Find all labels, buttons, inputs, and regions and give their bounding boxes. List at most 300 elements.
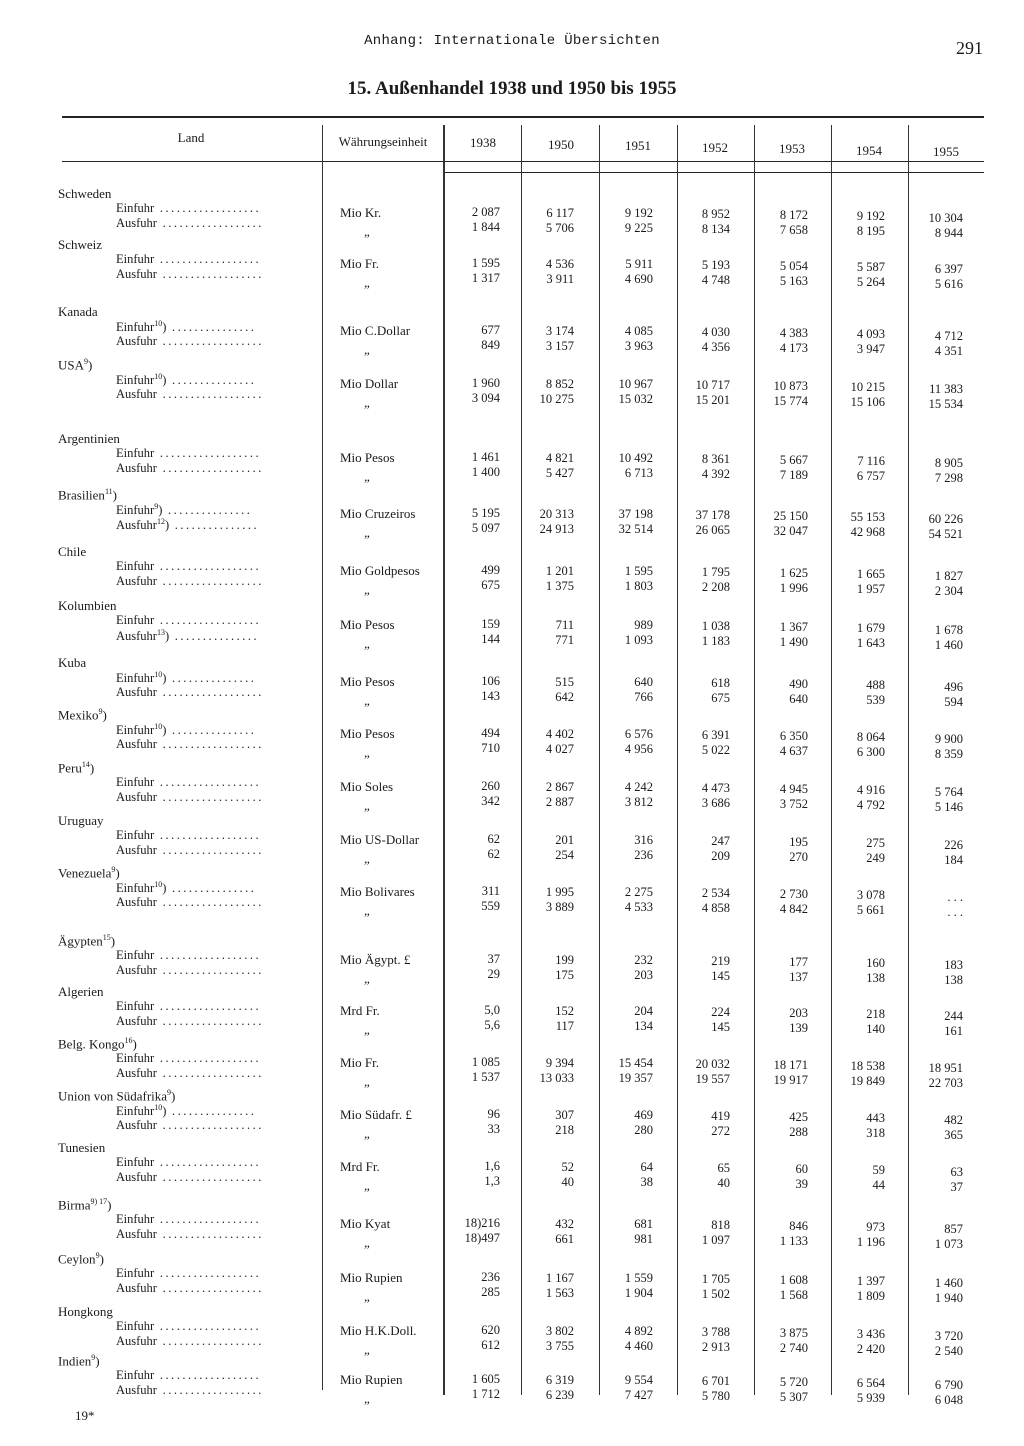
import-value: 618 [711, 676, 730, 690]
export-value: 254 [555, 848, 574, 862]
export-value: 1 093 [624, 633, 653, 647]
import-value: 1 827 [934, 569, 963, 583]
import-value: 195 [789, 835, 808, 849]
import-value: 4 916 [856, 783, 885, 797]
footnote-mark: 9 [91, 1353, 96, 1362]
export-label [116, 1118, 316, 1133]
export-value: 3 889 [545, 900, 574, 914]
dot-leader: .................. [156, 1334, 264, 1348]
currency-unit: Mio Rupien [340, 1270, 403, 1285]
import-value: 1 625 [779, 566, 808, 580]
currency-unit: Mio Goldpesos [340, 563, 420, 578]
import-value: 488 [866, 678, 885, 692]
dot-leader: .................. [154, 1319, 262, 1333]
ditto-mark: „ [364, 1235, 372, 1250]
footnote-mark: 10 [154, 319, 163, 328]
import-value: 203 [789, 1006, 808, 1020]
export-label [116, 1014, 316, 1029]
export-value: 675 [711, 691, 730, 705]
export-value: 4 351 [934, 344, 963, 358]
running-head: Anhang: Internationale Übersichten [364, 33, 660, 49]
ditto-mark: „ [364, 1342, 372, 1357]
import-value: 1 608 [779, 1273, 808, 1287]
export-value: 1 643 [856, 636, 885, 650]
row-label: Ausfuhr [116, 790, 157, 804]
table-title: 15. Außenhandel 1938 und 1950 bis 1955 [347, 78, 677, 99]
currency-unit: Mio Ägypt. £ [340, 952, 411, 967]
row-label: Ausfuhr [116, 461, 157, 475]
export-value: 37 [950, 1180, 963, 1194]
import-value: 4 085 [624, 324, 653, 338]
row-label: Ausfuhr [116, 1170, 157, 1184]
row-label: Einfuhr [116, 446, 155, 460]
country-label: Brasilien [58, 487, 105, 503]
import-value: 2 867 [545, 780, 574, 794]
import-value: 10 304 [928, 211, 963, 225]
export-value: 249 [866, 851, 885, 865]
country-name: USA$^9$) [58, 357, 93, 373]
import-value: 3 802 [545, 1324, 574, 1338]
export-value: 6 713 [624, 466, 653, 480]
export-value: 15 201 [695, 393, 730, 407]
row-label: Einfuhr [116, 1155, 155, 1169]
export-value: 1 183 [701, 634, 730, 648]
import-value: 1 397 [856, 1274, 885, 1288]
row-label: Ausfuhr [116, 1014, 157, 1028]
import-value: 432 [555, 1217, 574, 1231]
import-value: 6 391 [701, 728, 730, 742]
ditto-mark: „ [364, 224, 372, 239]
dot-leader: .................. [154, 1212, 262, 1226]
export-value: 365 [944, 1128, 963, 1142]
export-label [116, 216, 316, 231]
export-value: 1 537 [471, 1070, 500, 1084]
currency-unit: Mio C.Dollar [340, 323, 411, 338]
row-label: Ausfuhr [116, 1383, 157, 1397]
import-value: 96 [487, 1107, 500, 1121]
import-value: 9 192 [624, 206, 653, 220]
import-value: 6 701 [701, 1374, 730, 1388]
country-label: Tunesien [58, 1140, 106, 1155]
export-value: 44 [872, 1178, 885, 1192]
row-label: Einfuhr [116, 320, 155, 335]
ditto-mark: „ [364, 971, 372, 986]
export-value: 209 [711, 849, 730, 863]
export-value: 32 514 [618, 522, 653, 536]
dot-leader: .................. [154, 828, 262, 842]
currency-unit: Mio Pesos [340, 617, 395, 632]
export-value: 8 134 [701, 222, 730, 236]
ditto-mark: „ [364, 469, 372, 484]
export-value: 4 858 [701, 901, 730, 915]
country-name [58, 813, 104, 829]
row-label: Einfuhr [116, 1319, 155, 1333]
export-value: 559 [481, 899, 500, 913]
import-label [116, 1212, 316, 1227]
export-value: 1 957 [856, 582, 885, 596]
dot-leader: ............... [166, 723, 257, 738]
import-value: 5 193 [701, 258, 730, 272]
currency-unit: Mio Bolivares [340, 884, 415, 899]
export-label [116, 1227, 316, 1242]
dot-leader: .................. [154, 1051, 262, 1065]
ditto-mark: „ [364, 903, 372, 918]
footnote-mark: 9) 17 [90, 1197, 108, 1206]
country-label: Kanada [58, 304, 98, 319]
footnote-mark: 14 [81, 760, 90, 769]
header-year: 1954 [856, 143, 882, 158]
export-value: 10 275 [539, 392, 574, 406]
export-label [116, 387, 316, 402]
currency-unit: Mio Dollar [340, 376, 399, 391]
row-label: Einfuhr [116, 252, 155, 266]
import-value: 18 538 [850, 1059, 885, 1073]
country-label: Kuba [58, 655, 87, 670]
import-value: 63 [950, 1165, 963, 1179]
header-currency: Währungseinheit [338, 134, 428, 149]
currency-unit: Mio Südafr. £ [340, 1107, 412, 1122]
export-value: 2 913 [701, 1340, 730, 1354]
import-value: 1 705 [701, 1272, 730, 1286]
currency-unit: Mio Fr. [340, 256, 380, 271]
export-value: 6 757 [856, 469, 885, 483]
row-label: Ausfuhr [116, 334, 157, 348]
header-year: 1953 [779, 141, 805, 156]
export-value: 29 [487, 967, 500, 981]
header-year: 1950 [548, 137, 574, 152]
export-value: 134 [634, 1019, 653, 1033]
row-label: Ausfuhr [116, 216, 157, 230]
dot-leader: ............... [166, 320, 257, 335]
import-value: 6 790 [934, 1378, 963, 1392]
import-value: 65 [717, 1161, 730, 1175]
export-label [116, 461, 316, 476]
export-value: 22 703 [928, 1076, 963, 1090]
export-value: 1 712 [471, 1387, 500, 1401]
ditto-mark: „ [364, 525, 372, 540]
export-value: 1 133 [779, 1234, 808, 1248]
ditto-mark: „ [364, 342, 372, 357]
footnote-mark: 10 [154, 1103, 163, 1112]
row-label: Einfuhr [116, 373, 155, 388]
import-value: 419 [711, 1109, 730, 1123]
import-value: 818 [711, 1218, 730, 1232]
header-land: Land [177, 130, 205, 145]
export-value: 2 540 [934, 1344, 963, 1358]
export-value: 342 [481, 794, 500, 808]
import-value: 18 951 [928, 1061, 963, 1075]
import-value: 10 967 [618, 377, 653, 391]
import-value: 4 093 [856, 327, 885, 341]
export-value: 5 146 [934, 800, 963, 814]
import-value: 37 178 [695, 508, 730, 522]
export-value: 4 637 [779, 744, 808, 758]
import-value: 1 960 [471, 376, 500, 390]
row-label: Ausfuhr [116, 387, 157, 401]
import-label: Einfuhr$^{10}$) ............... [116, 1103, 257, 1119]
export-label [116, 1281, 316, 1296]
export-value: 1 097 [701, 1233, 730, 1247]
row-label: Einfuhr [116, 948, 155, 962]
dot-leader: .................. [156, 387, 264, 401]
row-label: Ausfuhr [116, 1227, 157, 1241]
export-value: 288 [789, 1125, 808, 1139]
export-value: 5 706 [545, 221, 574, 235]
row-label: Ausfuhr [116, 574, 157, 588]
import-value: 244 [944, 1009, 963, 1023]
currency-unit: Mrd Fr. [340, 1003, 380, 1018]
dot-leader: .................. [154, 999, 262, 1013]
top-rule [62, 116, 984, 118]
export-value: 62 [487, 847, 500, 861]
ditto-mark: „ [364, 798, 372, 813]
import-label [116, 828, 316, 843]
import-value: 224 [711, 1005, 730, 1019]
export-value: 54 521 [928, 527, 963, 541]
import-value: 9 394 [545, 1056, 574, 1070]
import-value: 1,6 [484, 1159, 500, 1173]
dot-leader: ............... [166, 373, 257, 388]
export-value: 3 947 [856, 342, 885, 356]
import-value: 218 [866, 1007, 885, 1021]
export-value: 6 048 [934, 1393, 963, 1407]
footnote-mark: 9 [95, 1251, 100, 1260]
export-value: 280 [634, 1123, 653, 1137]
import-label: Einfuhr$^{10}$) ............... [116, 670, 257, 686]
import-value: 1 201 [545, 564, 574, 578]
export-value: 9 225 [624, 221, 653, 235]
import-value: 1 559 [624, 1271, 653, 1285]
import-label: Einfuhr$^{10}$) ............... [116, 722, 257, 738]
export-value: 4 460 [624, 1339, 653, 1353]
import-value: 5 195 [471, 506, 500, 520]
import-value: 62 [487, 832, 500, 846]
import-value: 10 492 [618, 451, 653, 465]
row-label: Ausfuhr [116, 1281, 157, 1295]
import-value: 6 350 [779, 729, 808, 743]
row-label: Ausfuhr [116, 1118, 157, 1132]
footnote-mark: 9 [111, 865, 116, 874]
currency-unit: Mio Fr. [340, 1055, 380, 1070]
export-label [116, 895, 316, 910]
import-value: 2 534 [701, 886, 730, 900]
import-value: 6 564 [856, 1376, 885, 1390]
dot-leader: .................. [154, 948, 262, 962]
dot-leader: .................. [154, 201, 262, 215]
column-divider [831, 125, 832, 1395]
import-value: 5 054 [779, 259, 808, 273]
import-value: 5 667 [779, 453, 808, 467]
import-value: 60 226 [928, 512, 963, 526]
import-value: 316 [634, 833, 653, 847]
country-label: USA [58, 357, 85, 373]
currency-unit: Mio US-Dollar [340, 832, 420, 847]
country-label: Kolumbien [58, 598, 117, 613]
export-value: 3 911 [546, 272, 574, 286]
export-value: 19 557 [695, 1072, 730, 1086]
country-label: Algerien [58, 984, 104, 999]
export-value: 5 163 [779, 274, 808, 288]
export-value: 175 [555, 968, 574, 982]
row-label: Einfuhr [116, 1212, 155, 1226]
export-value: 40 [717, 1176, 730, 1190]
import-value: 1 795 [701, 565, 730, 579]
dot-leader: .................. [156, 1383, 264, 1397]
export-value: 270 [789, 850, 808, 864]
import-label [116, 1155, 316, 1170]
import-value: 1 605 [471, 1372, 500, 1386]
export-value: 18)497 [464, 1231, 500, 1245]
export-value: 145 [711, 969, 730, 983]
currency-unit: Mio H.K.Doll. [340, 1323, 417, 1338]
export-value: 33 [487, 1122, 500, 1136]
import-value: 10 873 [773, 379, 808, 393]
currency-unit: Mio Pesos [340, 450, 395, 465]
import-label [116, 559, 316, 574]
export-value: 771 [555, 633, 574, 647]
export-value: 4 173 [779, 341, 808, 355]
dot-leader: ............... [166, 881, 257, 896]
dot-leader: ............... [169, 629, 260, 644]
row-label: Einfuhr [116, 503, 155, 518]
header-year: 1952 [702, 140, 728, 155]
import-value: 425 [789, 1110, 808, 1124]
import-value: 8 952 [701, 207, 730, 221]
import-value: 20 313 [539, 507, 574, 521]
import-value: 4 402 [545, 727, 574, 741]
import-value: 8 852 [545, 377, 574, 391]
export-value: 203 [634, 968, 653, 982]
export-label [116, 737, 316, 752]
export-label: Ausfuhr$^{13}$) ............... [116, 628, 260, 644]
import-value: 620 [481, 1323, 500, 1337]
import-label: Einfuhr$^9$) ............... [116, 502, 253, 518]
import-value: 4 536 [545, 257, 574, 271]
import-value: 6 397 [934, 262, 963, 276]
country-name [58, 984, 103, 1000]
header-year: 1951 [625, 138, 651, 153]
export-value: 3 812 [624, 795, 653, 809]
import-value: 681 [634, 1217, 653, 1231]
export-value: 3 686 [701, 796, 730, 810]
import-value: 6 319 [545, 1373, 574, 1387]
country-label: Venezuela [58, 865, 112, 881]
export-value: 15 032 [618, 392, 653, 406]
export-label [116, 843, 316, 858]
row-label: Einfuhr [116, 723, 155, 738]
row-label: Ausfuhr [116, 963, 157, 977]
import-label [116, 613, 316, 628]
export-value: 4 533 [624, 900, 653, 914]
country-name [58, 186, 111, 202]
export-value: 4 356 [701, 340, 730, 354]
row-label: Ausfuhr [116, 737, 157, 751]
ditto-mark: „ [364, 1022, 372, 1037]
import-value: . . . [947, 890, 963, 904]
import-label [116, 1051, 316, 1066]
export-value: 285 [481, 1285, 500, 1299]
export-label [116, 334, 316, 349]
import-value: 640 [634, 675, 653, 689]
import-value: 515 [555, 675, 574, 689]
export-label [116, 1383, 316, 1398]
export-value: 4 842 [779, 902, 808, 916]
export-value: 5 022 [701, 743, 730, 757]
dot-leader: .................. [154, 1368, 262, 1382]
row-label: Ausfuhr [116, 895, 157, 909]
export-value: 7 298 [934, 471, 963, 485]
import-value: 52 [561, 1160, 574, 1174]
import-value: 1 167 [545, 1271, 574, 1285]
header-year: 1955 [933, 144, 959, 159]
import-label: Einfuhr$^{10}$) ............... [116, 372, 257, 388]
footnote-mark: 10 [154, 880, 163, 889]
ditto-mark: „ [364, 275, 372, 290]
import-value: 6 117 [546, 206, 574, 220]
country-label: Schweiz [58, 237, 103, 252]
import-value: 10 717 [695, 378, 730, 392]
dot-leader: .................. [156, 216, 264, 230]
export-value: 318 [866, 1126, 885, 1140]
export-value: 8 944 [934, 226, 963, 240]
import-value: 10 215 [850, 380, 885, 394]
export-value: 1 996 [779, 581, 808, 595]
import-value: 106 [481, 674, 500, 688]
header-rule [62, 161, 984, 162]
country-name [58, 304, 98, 320]
export-value: 2 887 [545, 795, 574, 809]
column-divider [677, 125, 678, 1395]
row-label: Einfuhr [116, 1104, 155, 1119]
import-value: 5 720 [779, 1375, 808, 1389]
currency-unit: Mio Kyat [340, 1216, 391, 1231]
country-name: Brasilien$^{11}$) [58, 487, 117, 503]
row-label: Einfuhr [116, 559, 155, 573]
export-value: 13 033 [539, 1071, 574, 1085]
import-value: 677 [481, 323, 500, 337]
header-year: 1938 [470, 135, 496, 150]
export-value: 7 427 [624, 1388, 653, 1402]
country-label: Schweden [58, 186, 112, 201]
export-value: 642 [555, 690, 574, 704]
export-value: 39 [795, 1177, 808, 1191]
export-value: 675 [481, 578, 500, 592]
row-label: Ausfuhr [116, 518, 157, 533]
export-value: 137 [789, 970, 808, 984]
export-label [116, 267, 316, 282]
import-value: 1 085 [471, 1055, 500, 1069]
export-value: 3 157 [545, 339, 574, 353]
export-value: 981 [634, 1232, 653, 1246]
dot-leader: .................. [154, 613, 262, 627]
export-value: 1 196 [856, 1235, 885, 1249]
export-value: . . . [947, 905, 963, 919]
import-value: 1 665 [856, 567, 885, 581]
row-label: Einfuhr [116, 1368, 155, 1382]
export-value: 5 616 [934, 277, 963, 291]
export-value: 3 752 [779, 797, 808, 811]
ditto-mark: „ [364, 1178, 372, 1193]
import-value: 3 720 [934, 1329, 963, 1343]
export-value: 5 264 [856, 275, 885, 289]
import-value: 857 [944, 1222, 963, 1236]
country-name [58, 544, 86, 560]
import-value: 8 361 [701, 452, 730, 466]
ditto-mark: „ [364, 1391, 372, 1406]
dot-leader: .................. [156, 1227, 264, 1241]
dot-leader: .................. [154, 252, 262, 266]
export-value: 1,3 [484, 1174, 500, 1188]
